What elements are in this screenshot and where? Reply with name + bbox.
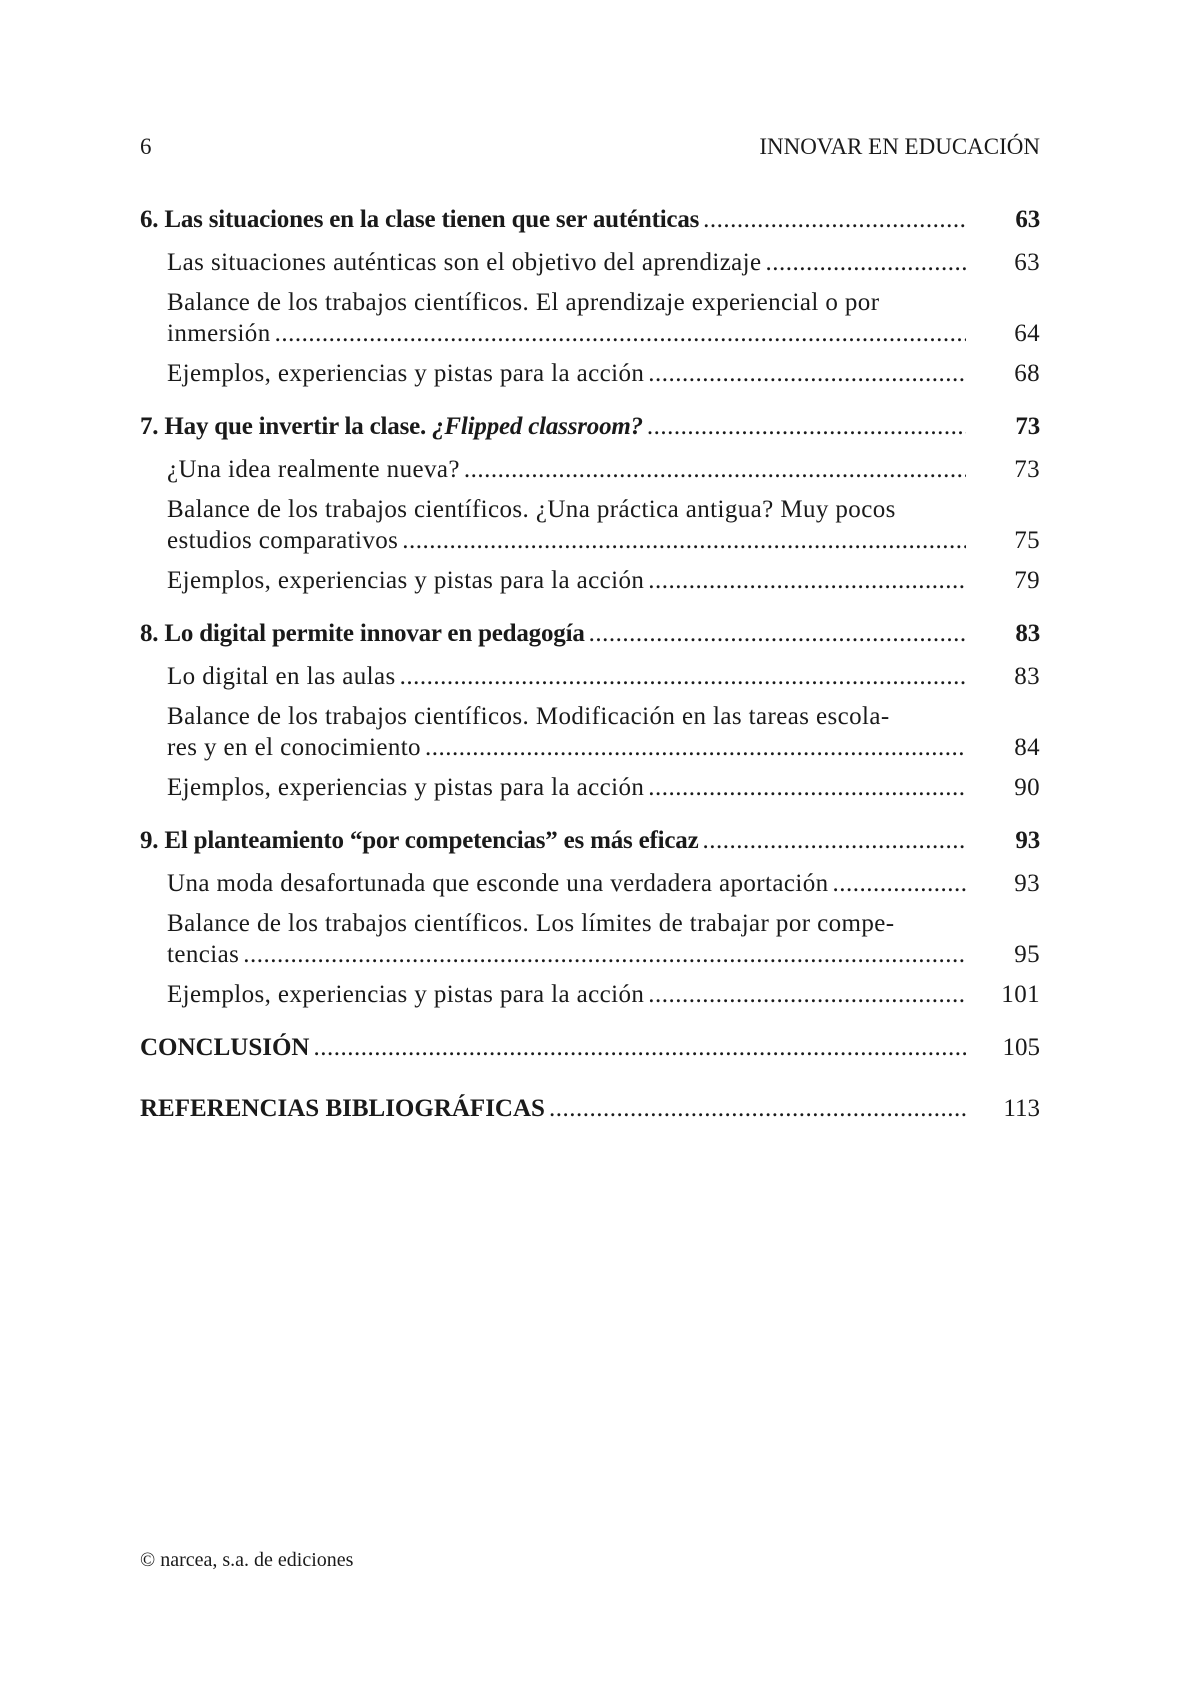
toc-entry[interactable]	[140, 868, 1040, 899]
entry-page: 83	[1014, 663, 1040, 690]
entry-page: 101	[1001, 981, 1040, 1008]
toc-entry[interactable]	[140, 358, 1040, 389]
toc-entry[interactable]	[140, 908, 1040, 970]
chapter-title: 8. Lo digital permite innovar en pedagogía	[140, 620, 585, 647]
toc-conclusion[interactable]	[140, 1032, 1040, 1063]
entry-title: Una moda desafortunada que esconde una verdadera aportación	[167, 870, 829, 897]
dot-leader	[833, 868, 966, 899]
entry-title: Ejemplos, experiencias y pistas para la acción	[167, 774, 645, 801]
entry-page: 90	[1014, 774, 1040, 801]
entry-page: 95	[1014, 941, 1040, 968]
chapter-7	[140, 411, 1040, 596]
entry-title: Ejemplos, experiencias y pistas para la acción	[167, 981, 645, 1008]
entry-title-line1: Balance de los trabajos científicos. El aprendizaje experiencial o por	[167, 289, 880, 316]
chapter-8	[140, 618, 1040, 803]
chapter-page: 83	[1015, 620, 1040, 647]
dot-leader	[648, 772, 966, 803]
entry-title: ¿Una idea realmente nueva?	[167, 456, 460, 483]
chapter-title-plain: 7. Hay que invertir la clase.	[140, 413, 433, 440]
copyright-footer: © narcea, s.a. de ediciones	[140, 1549, 354, 1571]
chapter-6	[140, 204, 1040, 389]
toc-entry[interactable]	[140, 701, 1040, 763]
dot-leader	[275, 318, 966, 349]
chapter-9	[140, 825, 1040, 1010]
page-number: 6	[140, 134, 152, 159]
toc-entry[interactable]	[140, 494, 1040, 556]
chapter-heading[interactable]	[140, 618, 1040, 649]
chapter-heading[interactable]	[140, 204, 1040, 235]
dot-leader	[647, 411, 966, 442]
dot-leader	[243, 939, 966, 970]
entry-title: Ejemplos, experiencias y pistas para la acción	[167, 567, 645, 594]
conclusion-page: 105	[1002, 1034, 1040, 1061]
chapter-title-italic: ¿Flipped classroom?	[432, 413, 643, 440]
chapter-title	[140, 411, 643, 442]
dot-leader	[549, 1093, 966, 1124]
entry-page: 64	[1014, 320, 1040, 347]
conclusion-title: CONCLUSIÓN	[140, 1034, 310, 1061]
entry-page: 75	[1014, 527, 1040, 554]
dot-leader	[648, 565, 966, 596]
running-head	[140, 134, 1040, 160]
dot-leader	[313, 1032, 966, 1063]
toc-entry[interactable]	[140, 247, 1040, 278]
chapter-page: 63	[1015, 206, 1040, 233]
chapter-heading[interactable]	[140, 825, 1040, 856]
entry-page: 73	[1014, 456, 1040, 483]
entry-title: Lo digital en las aulas	[167, 663, 396, 690]
entry-title-line2: tencias	[167, 941, 240, 968]
entry-page: 63	[1014, 249, 1040, 276]
toc-references[interactable]	[140, 1093, 1040, 1124]
entry-title-line1: Balance de los trabajos científicos. Modificación en las tareas escola-	[167, 703, 890, 730]
toc-entry[interactable]	[140, 772, 1040, 803]
dot-leader	[648, 979, 966, 1010]
toc-entry[interactable]	[140, 661, 1040, 692]
toc-entry[interactable]	[140, 287, 1040, 349]
chapter-title: 9. El planteamiento “por competencias” es más eficaz	[140, 827, 699, 854]
references-title: REFERENCIAS BIBLIOGRÁFICAS	[140, 1095, 545, 1122]
toc-entry[interactable]	[140, 454, 1040, 485]
dot-leader	[464, 454, 966, 485]
chapter-page: 93	[1015, 827, 1040, 854]
table-of-contents	[140, 204, 1040, 1154]
toc-entry[interactable]	[140, 565, 1040, 596]
entry-page: 93	[1014, 870, 1040, 897]
entry-title-line2: inmersión	[167, 320, 271, 347]
entry-page: 79	[1014, 567, 1040, 594]
dot-leader	[400, 661, 966, 692]
dot-leader	[703, 825, 967, 856]
entry-page: 68	[1014, 360, 1040, 387]
references-page: 113	[1003, 1095, 1040, 1122]
entry-title-line1: Balance de los trabajos científicos. ¿Una práctica antigua? Muy pocos	[167, 496, 896, 523]
running-title: INNOVAR EN EDUCACIÓN	[759, 134, 1040, 159]
entry-title-line2: res y en el conocimiento	[167, 734, 421, 761]
entry-title-line2: estudios comparativos	[167, 527, 399, 554]
entry-page: 84	[1014, 734, 1040, 761]
entry-title: Ejemplos, experiencias y pistas para la acción	[167, 360, 645, 387]
toc-entry[interactable]	[140, 979, 1040, 1010]
dot-leader	[766, 247, 966, 278]
dot-leader	[425, 732, 966, 763]
entry-title: Las situaciones auténticas son el objetivo del aprendizaje	[167, 249, 762, 276]
dot-leader	[402, 525, 966, 556]
chapter-title: 6. Las situaciones en la clase tienen que ser auténticas	[140, 206, 700, 233]
chapter-page: 73	[1015, 413, 1040, 440]
dot-leader	[648, 358, 966, 389]
chapter-heading[interactable]	[140, 411, 1040, 442]
dot-leader	[589, 618, 966, 649]
entry-title-line1: Balance de los trabajos científicos. Los límites de trabajar por compe-	[167, 910, 895, 937]
dot-leader	[703, 204, 966, 235]
